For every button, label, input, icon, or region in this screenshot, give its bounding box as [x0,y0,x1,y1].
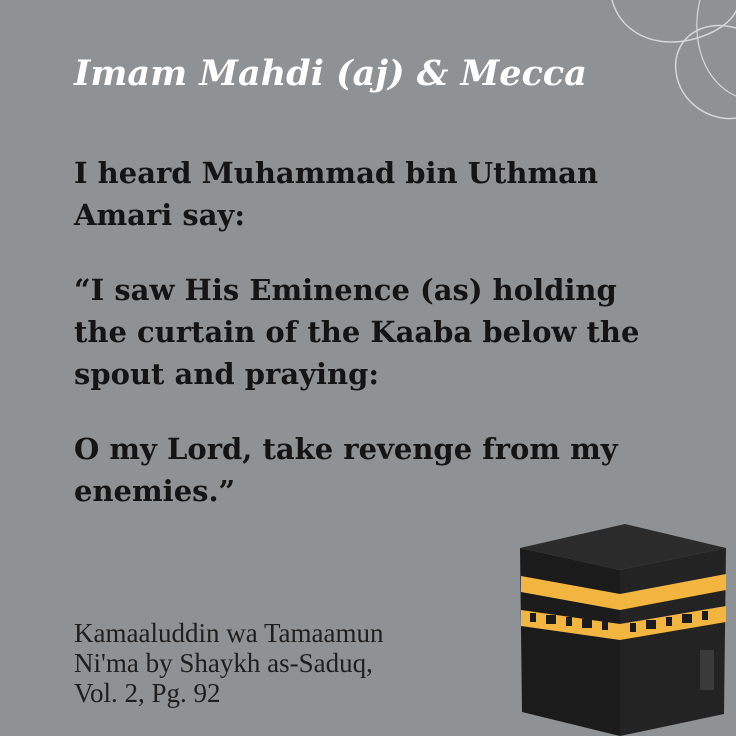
quote-line: enemies.” [74,474,236,508]
citation-line: Kamaaluddin wa Tamaamun [74,618,384,648]
quote-line: spout and praying: [74,357,380,391]
citation-line: Vol. 2, Pg. 92 [74,678,221,708]
quote-line: I heard Muhammad bin Uthman [74,156,599,190]
quote-line: “I saw His Eminence (as) holding [74,273,617,307]
quote-line: Amari say: [74,198,246,232]
page-title: Imam Mahdi (aj) & Mecca [74,53,587,94]
quote-line: O my Lord, take revenge from my [74,432,618,466]
quote-line: the curtain of the Kaaba below the [74,315,640,349]
citation-line: Ni'ma by Shaykh as-Saduq, [74,648,373,678]
